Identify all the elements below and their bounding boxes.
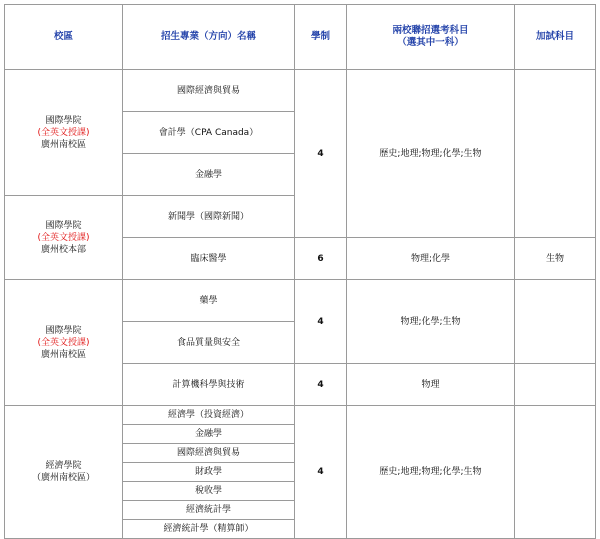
major-cell: 藥學 xyxy=(123,280,295,322)
college-name: 國際學院 xyxy=(45,220,82,231)
subjects-cell: 物理;化學;生物 xyxy=(347,280,515,364)
college-name: 國際學院 xyxy=(45,115,82,126)
duration-cell: 4 xyxy=(295,406,347,539)
campus-location: 廣州南校區 xyxy=(40,349,86,360)
campus-cell xyxy=(5,406,123,539)
major-cell: 新聞學（國際新聞） xyxy=(123,196,295,238)
major-cell: 國際經濟與貿易 xyxy=(123,70,295,112)
header-subjects-note: （選其中一科） xyxy=(397,37,464,48)
header-row xyxy=(5,5,596,70)
header-extra: 加試科目 xyxy=(515,5,596,70)
major-cell: 經濟學（投資經濟） xyxy=(123,406,295,425)
campus-location: （廣州南校區） xyxy=(31,473,95,483)
major-cell: 經濟統計學 xyxy=(123,501,295,520)
major-cell: 金融學 xyxy=(123,425,295,444)
major-cell: 臨床醫學 xyxy=(123,238,295,280)
english-taught-note: (全英文授課) xyxy=(37,232,90,243)
extra-cell: 生物 xyxy=(515,238,596,280)
subjects-cell: 物理 xyxy=(347,364,515,406)
campus-location: 廣州校本部 xyxy=(40,244,86,255)
header-major: 招生專業（方向）名稱 xyxy=(123,5,295,70)
subjects-cell: 歷史;地理;物理;化學;生物 xyxy=(347,70,515,238)
major-cell: 國際經濟與貿易 xyxy=(123,444,295,463)
english-taught-note: (全英文授課) xyxy=(37,337,90,348)
major-cell: 食品質量與安全 xyxy=(123,322,295,364)
campus-cell xyxy=(5,196,123,280)
campus-cell xyxy=(5,70,123,196)
college-name: 經濟學院 xyxy=(45,461,82,471)
header-subjects-title: 兩校聯招選考科目 xyxy=(392,25,469,36)
major-cell: 計算機科學與技術 xyxy=(123,364,295,406)
major-cell: 經濟統計學（精算師） xyxy=(123,520,295,539)
admissions-table xyxy=(4,4,596,539)
major-cell: 財政學 xyxy=(123,463,295,482)
duration-cell: 6 xyxy=(295,238,347,280)
duration-cell: 4 xyxy=(295,280,347,364)
english-taught-note: (全英文授課) xyxy=(37,127,90,138)
duration-cell: 4 xyxy=(295,70,347,238)
major-cell: 會計學（CPA Canada） xyxy=(123,112,295,154)
subjects-cell: 物理;化學 xyxy=(347,238,515,280)
campus-cell xyxy=(5,280,123,406)
header-duration: 學制 xyxy=(295,5,347,70)
duration-cell: 4 xyxy=(295,364,347,406)
table-row xyxy=(5,70,596,112)
subjects-cell: 歷史;地理;物理;化學;生物 xyxy=(347,406,515,539)
header-campus: 校區 xyxy=(5,5,123,70)
major-cell: 稅收學 xyxy=(123,482,295,501)
extra-cell xyxy=(515,406,596,539)
header-subjects xyxy=(347,5,515,70)
major-cell: 金融學 xyxy=(123,154,295,196)
table-row xyxy=(5,280,596,322)
extra-cell xyxy=(515,364,596,406)
college-name: 國際學院 xyxy=(45,325,82,336)
campus-location: 廣州南校區 xyxy=(40,139,86,150)
table-row xyxy=(5,406,596,425)
extra-cell xyxy=(515,280,596,364)
extra-cell xyxy=(515,70,596,238)
